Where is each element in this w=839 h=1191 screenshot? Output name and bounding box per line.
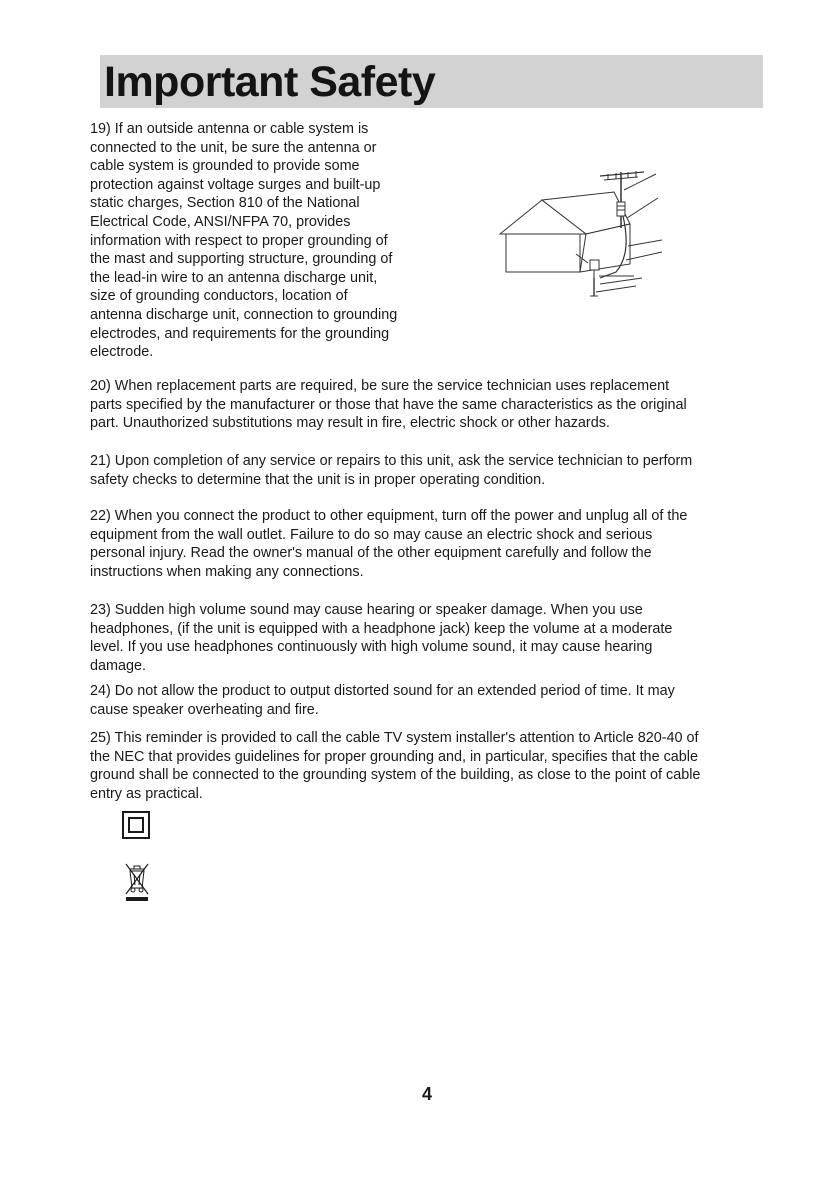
- section-19-line: static charges, Section 810 of the National: [90, 195, 360, 212]
- section-22-line: 22) When you connect the product to other equipment, turn off the power and unplug all of the: [90, 508, 688, 524]
- section-25-line: 25) This reminder is provided to call the cable TV system installer's attention to Article 820-40 of: [90, 730, 699, 746]
- section-25-line: the NEC that provides guidelines for proper grounding and, in particular, specifies that the cable: [90, 748, 698, 765]
- title-banner: [100, 55, 763, 108]
- section-19-line: information with respect to proper grounding of: [90, 232, 388, 249]
- section-23-line: 23) Sudden high volume sound may cause hearing or speaker damage. When you use: [90, 602, 643, 618]
- section-19-line: electrodes, and requirements for the grounding: [90, 325, 390, 342]
- section-23-line: headphones, (if the unit is equipped with a headphone jack) keep the volume at a moderate: [90, 620, 673, 637]
- section-21-line: 21) Upon completion of any service or repairs to this unit, ask the service technician to perform: [90, 453, 693, 469]
- section-19-line: the mast and supporting structure, grounding of: [90, 251, 393, 268]
- section-24-line: cause speaker overheating and fire.: [90, 701, 319, 718]
- section-19-line: cable system is grounded to provide some: [90, 158, 360, 175]
- section-19-line: 19) If an outside antenna or cable system is: [90, 121, 369, 137]
- section-19-line: connected to the unit, be sure the antenna or: [90, 139, 377, 156]
- antenna-grounding-diagram-icon: [496, 168, 664, 300]
- section-19-line: Electrical Code, ANSI/NFPA 70, provides: [90, 213, 351, 230]
- section-22-line: personal injury. Read the owner's manual of the other equipment carefully and follow the: [90, 545, 652, 562]
- section-19: [90, 120, 435, 362]
- section-25-line: entry as practical.: [90, 785, 203, 802]
- section-21: [90, 452, 770, 489]
- section-19-line: electrode.: [90, 344, 154, 361]
- section-23-line: damage.: [90, 657, 147, 674]
- section-20-line: part. Unauthorized substitutions may result in fire, electric shock or other hazards.: [90, 415, 610, 432]
- section-19-line: antenna discharge unit, connection to grounding: [90, 306, 398, 323]
- section-19-line: size of grounding conductors, location of: [90, 288, 348, 305]
- section-22-line: instructions when making any connections.: [90, 563, 364, 580]
- section-22: [90, 507, 770, 581]
- section-23: [90, 601, 770, 675]
- section-21-line: safety checks to determine that the unit is in proper operating condition.: [90, 471, 546, 488]
- crossed-out-wheelie-bin-icon: [124, 860, 150, 902]
- page-number: 4: [421, 1084, 432, 1104]
- section-20-line: 20) When replacement parts are required, be sure the service technician uses replacement: [90, 378, 670, 394]
- section-20: [90, 377, 770, 433]
- section-24: [90, 682, 770, 719]
- section-19-line: protection against voltage surges and built-up: [90, 176, 381, 193]
- section-25-line: ground shall be connected to the grounding system of the building, as close to the point of cable: [90, 767, 701, 784]
- section-24-line: 24) Do not allow the product to output distorted sound for an extended period of time. It may: [90, 683, 675, 699]
- section-20-line: parts specified by the manufacturer or those that have the same characteristics as the original: [90, 396, 687, 413]
- section-23-line: level. If you use headphones continuously with high volume sound, it may cause hearing: [90, 639, 653, 656]
- section-22-line: equipment from the wall outlet. Failure to do so may cause an electric shock and serious: [90, 526, 653, 543]
- class-ii-double-insulation-icon: [122, 811, 150, 839]
- section-25: [90, 729, 770, 803]
- page-title: Important Safety: [104, 58, 436, 106]
- section-19-line: the lead-in wire to an antenna discharge unit,: [90, 269, 378, 286]
